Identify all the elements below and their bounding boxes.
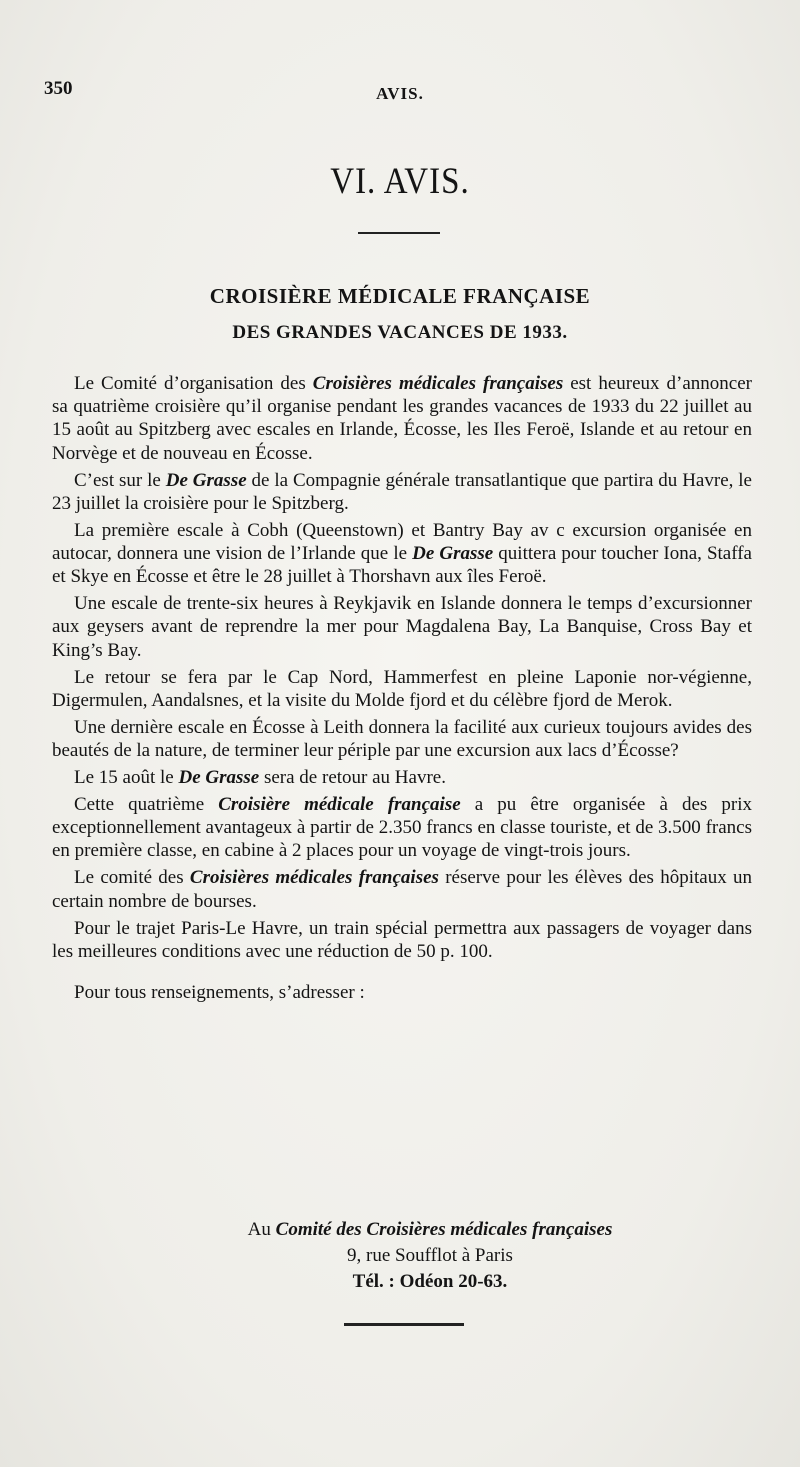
notice-body	[52, 372, 752, 1008]
paragraph: La première escale à Cobh (Queenstown) et Bantry Bay av c excursion organisée en autocar, donnera une vision de l’Irlande que le De Grasse quittera pour toucher Iona, Staffa et Skye en Écosse et être le 28 juillet à Thorshavn aux îles Feroë.	[52, 519, 752, 588]
page-number: 350	[44, 78, 73, 99]
paragraph: Une escale de trente-six heures à Reykjavik en Islande donnera le temps d’excursionner aux geysers avant de reprendre la mer pour Magdalena Bay, La Banquise, Cross Bay et King’s Bay.	[52, 593, 752, 661]
section-title: VI. AVIS.	[330, 161, 470, 203]
paragraph: Le Comité d’organisation des Croisières médicales françaises est heureux d’annoncer sa quatrième croisière qu’il organise pendant les grandes vacances de 1933 du 22 juillet au 15 août au Spitzberg avec escales en Irlande, Écosse, les Iles Feroë, Islande et au retour en Norvège et de nouveau en Écosse.	[52, 373, 752, 464]
contact-address	[0, 1217, 800, 1295]
running-title: AVIS.	[376, 84, 424, 103]
address-telephone: Tél. : Odéon 20-63.	[352, 1271, 508, 1292]
address-recipient: Au Comité des Croisières médicales françaises	[247, 1219, 613, 1240]
paragraph: Pour le trajet Paris-Le Havre, un train spécial permettra aux passagers de voyager dans les meilleures conditions avec une réduction de 50 p. 100.	[52, 917, 752, 962]
paragraph: Le 15 août le De Grasse sera de retour au Havre.	[74, 767, 446, 789]
closing-rule	[344, 1323, 464, 1326]
paragraph: C’est sur le De Grasse de la Compagnie générale transatlantique que partira du Havre, le 23 juillet la croisière pour le Spitzberg.	[52, 469, 752, 514]
contact-intro: Pour tous renseignements, s’adresser :	[74, 982, 365, 1004]
title-rule	[358, 232, 440, 234]
paragraph: Cette quatrième Croisière médicale française a pu être organisée à des prix exceptionnellement avantageux à partir de 2.350 francs en classe touriste, et de 3.500 francs en première classe, en cabine à 2 places pour un voyage de vingt-trois jours.	[52, 794, 752, 862]
paragraph: Le retour se fera par le Cap Nord, Hammerfest en pleine Laponie nor-végienne, Digermulen, Aandalsnes, et la visite du Molde fjord et du célèbre fjord de Merok.	[52, 666, 752, 711]
paragraph: Une dernière escale en Écosse à Leith donnera la facilité aux curieux toujours avides des beautés de la nature, de terminer leur périple par une excursion aux lacs d’Écosse?	[52, 716, 752, 762]
paragraph: Le comité des Croisières médicales françaises réserve pour les élèves des hôpitaux un certain nombre de bourses.	[52, 867, 752, 912]
running-header	[44, 78, 756, 106]
notice-title-line2: DES GRANDES VACANCES DE 1933.	[232, 322, 568, 343]
address-street: 9, rue Soufflot à Paris	[347, 1245, 513, 1266]
notice-title-line1: CROISIÈRE MÉDICALE FRANÇAISE	[209, 284, 591, 308]
